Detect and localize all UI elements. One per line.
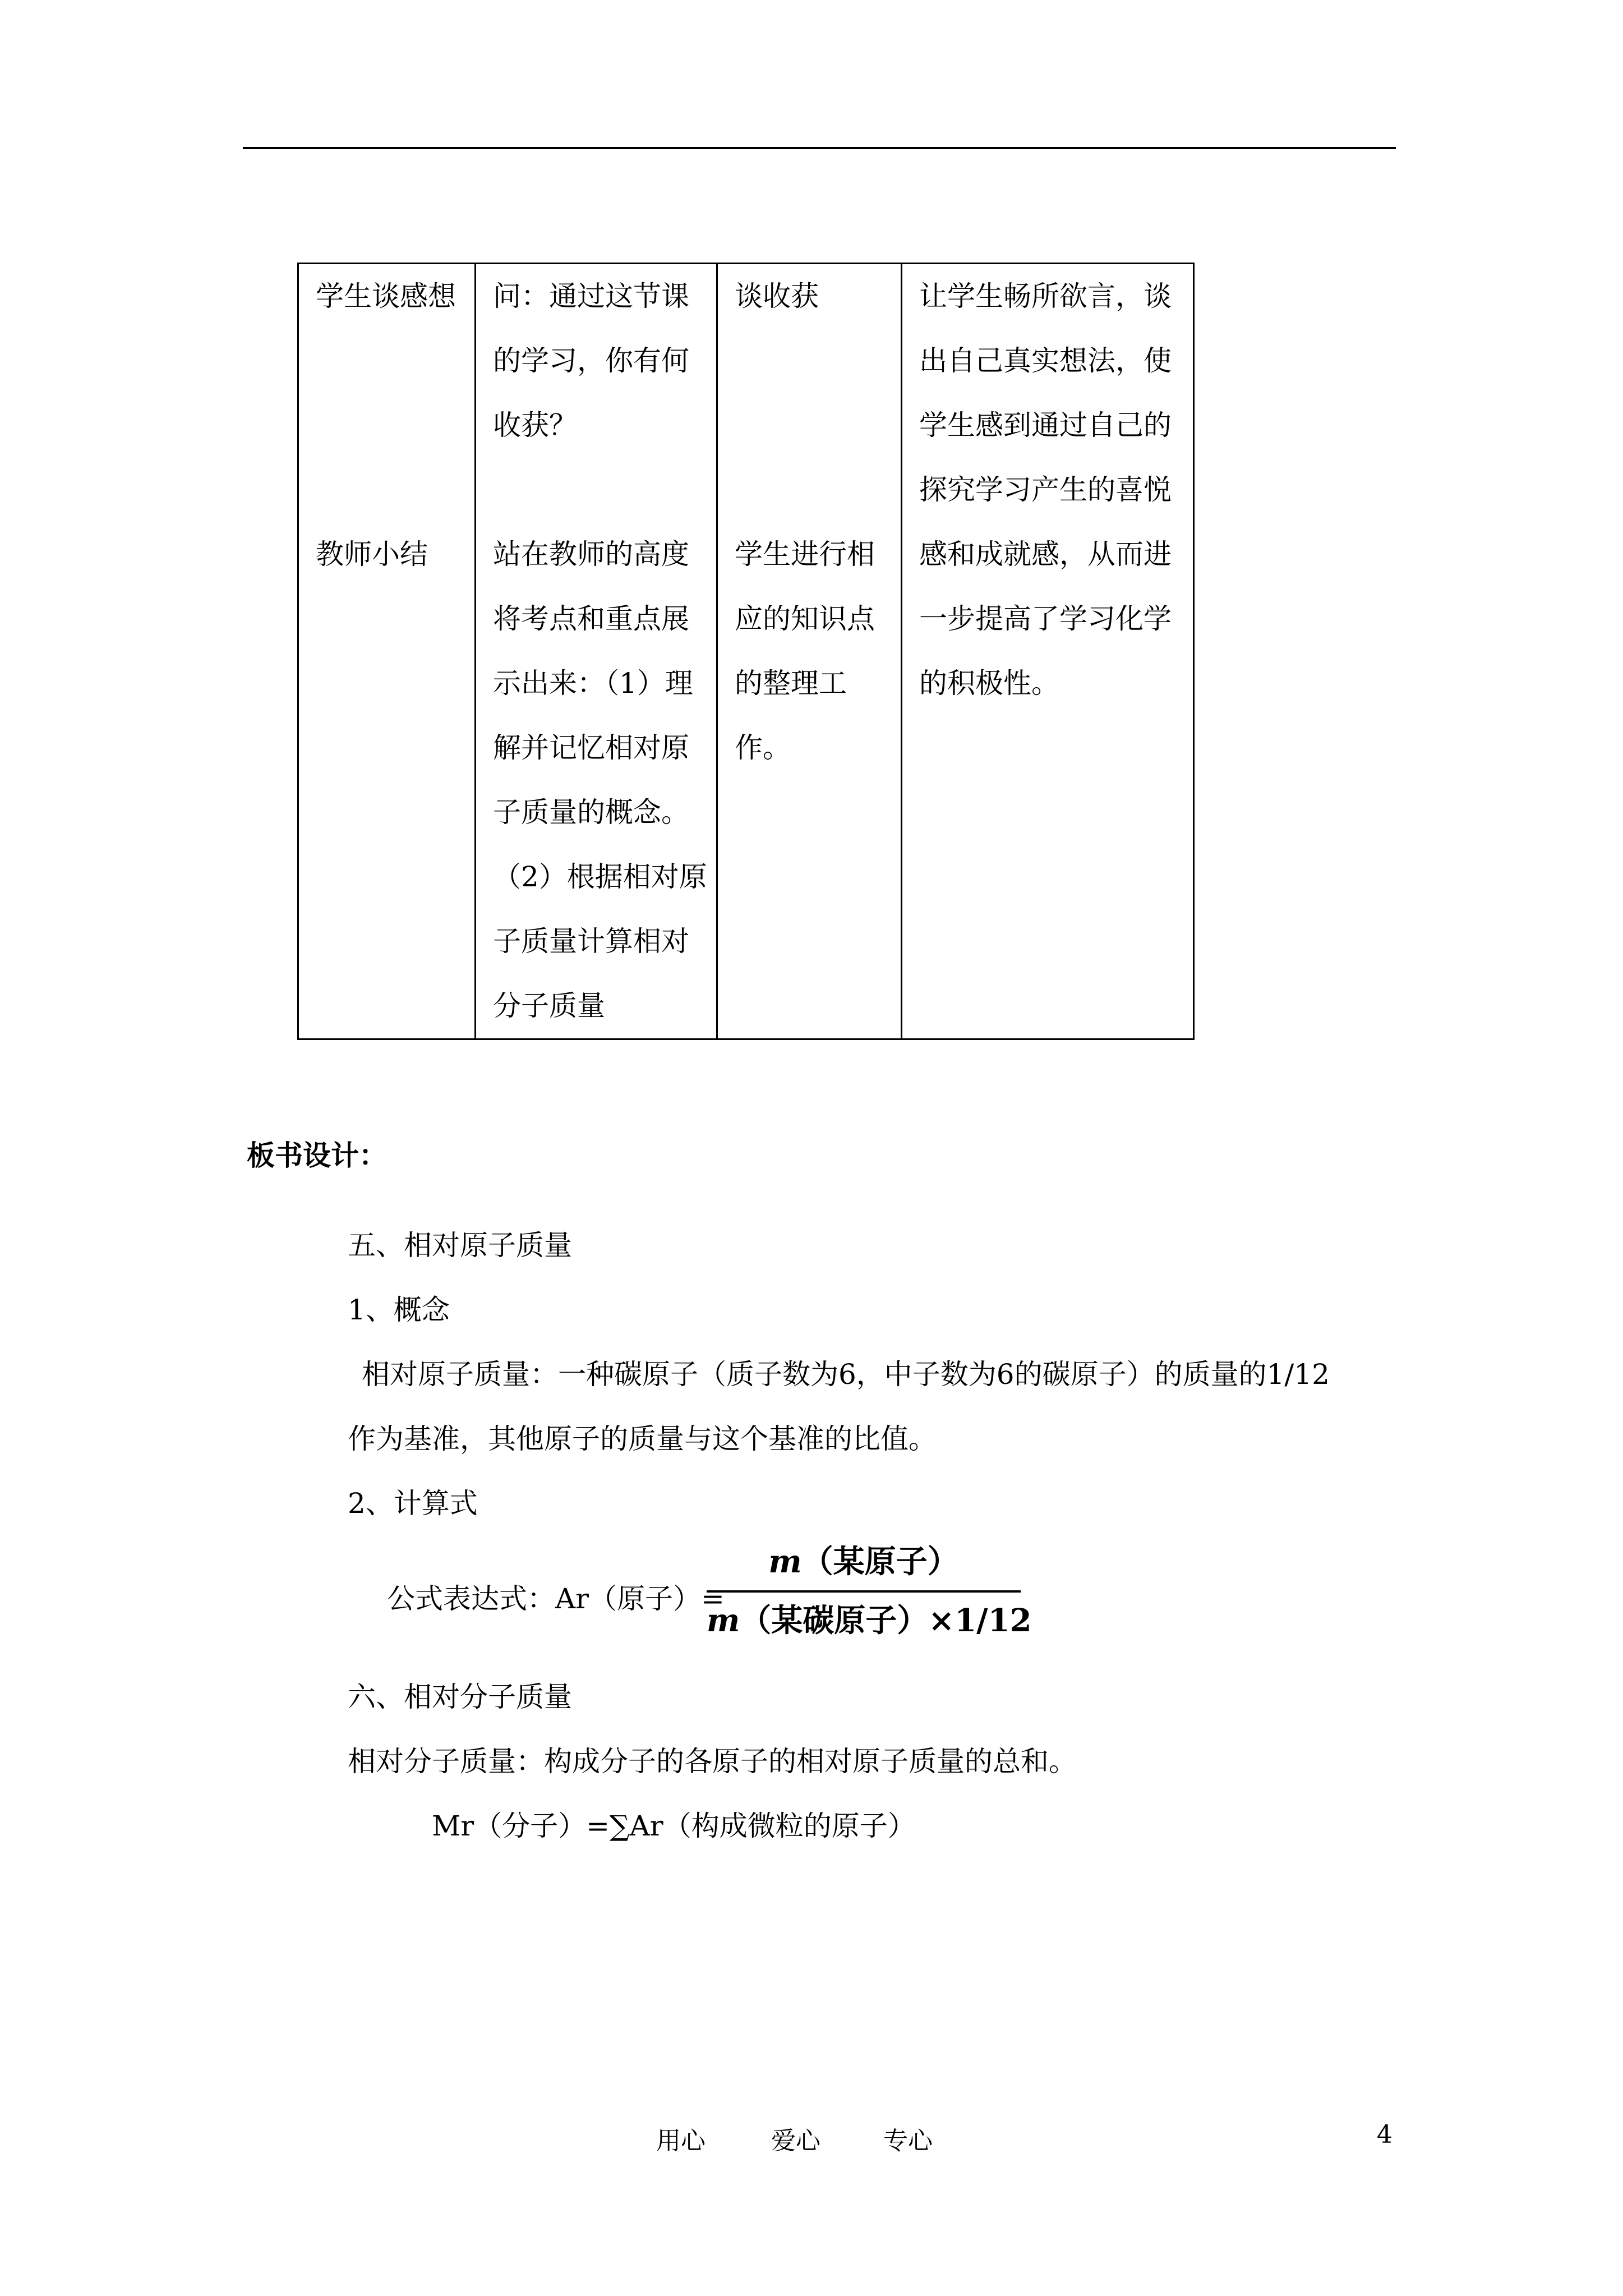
concept-heading: 1、概念	[348, 1294, 450, 1326]
formula-denominator	[707, 1596, 1032, 1641]
board-design-title: 板书设计：	[247, 1139, 387, 1172]
formula-numerator	[707, 1537, 1021, 1582]
table-cell-teacher	[476, 264, 717, 1039]
atomic-mass-formula	[387, 1537, 1060, 1638]
footer-motto-1: 用心	[656, 2127, 706, 2155]
denominator-text: （某碳原子）×1/12	[740, 1602, 1032, 1639]
table-row	[298, 264, 1194, 1039]
section-6-heading: 六、相对分子质量	[348, 1681, 572, 1713]
footer-motto-2: 爱心	[771, 2127, 820, 2155]
molecular-mass-formula: Mr（分子）=∑Ar（构成微粒的原子）	[432, 1810, 916, 1842]
concept-definition-line1: 相对原子质量：一种碳原子（质子数为6，中子数为6的碳原子）的质量的1/12	[362, 1358, 1330, 1391]
student-text: 谈收获 学生进行相 应的知识点 的整理工作。	[735, 280, 875, 764]
mass-symbol: m	[707, 1602, 740, 1639]
header-rule	[243, 147, 1396, 149]
activity-text: 学生谈感想 教师小结	[316, 280, 456, 570]
intent-text: 让学生畅所欲言，谈 出自己真实想法，使 学生感到通过自己的 探究学习产生的喜悦 感和成就感，从而进 一步提高了学习化学 的积极性。	[919, 280, 1172, 700]
footer-motto-3: 专心	[883, 2127, 933, 2155]
numerator-text: （某原子）	[801, 1543, 959, 1580]
fraction-bar	[707, 1590, 1021, 1593]
concept-definition-line2: 作为基准，其他原子的质量与这个基准的比值。	[348, 1423, 937, 1455]
page-number: 4	[1377, 2120, 1393, 2149]
table-cell-student	[717, 264, 902, 1039]
table-cell-intent	[902, 264, 1194, 1039]
teacher-text: 问：通过这节课 的学习，你有何 收获？ 站在教师的高度 将考点和重点展 示出来：（1）理 解并记忆相对原 子质量的概念。 （2）根据相对原 子质量计算相对 分子质量	[493, 280, 707, 1022]
formula-label: 公式表达式：Ar（原子）=	[387, 1582, 725, 1615]
calc-heading: 2、计算式	[348, 1487, 478, 1520]
table-cell-activity	[298, 264, 476, 1039]
lesson-table	[297, 263, 1195, 1040]
section-5-heading: 五、相对原子质量	[348, 1229, 572, 1262]
mass-symbol: m	[768, 1543, 802, 1580]
molecular-mass-definition: 相对分子质量：构成分子的各原子的相对原子质量的总和。	[348, 1745, 1077, 1778]
